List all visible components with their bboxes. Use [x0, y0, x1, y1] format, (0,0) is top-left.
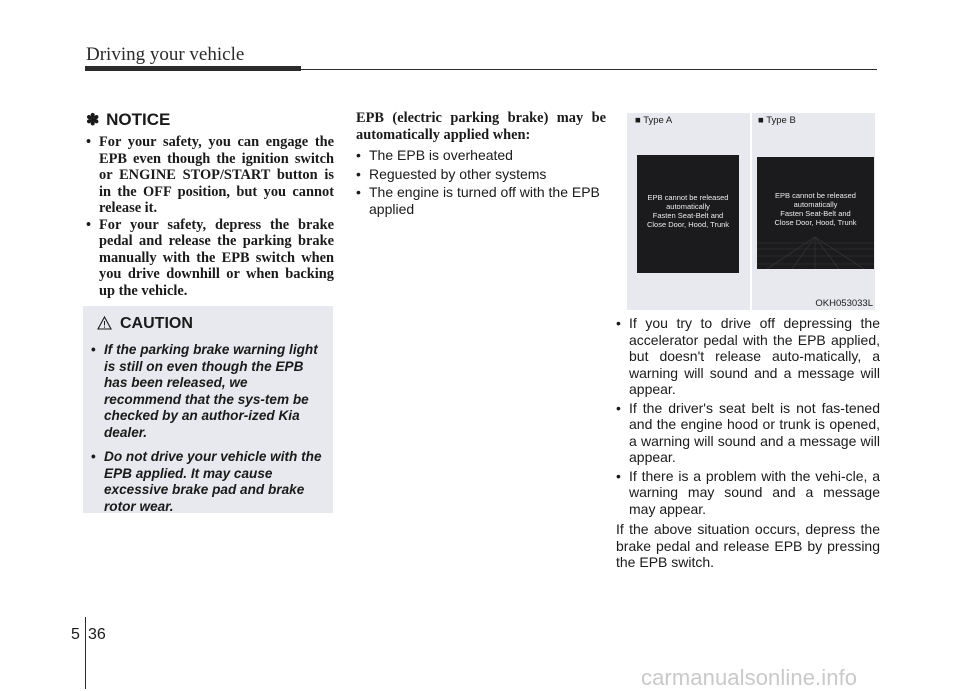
notice-symbol-icon: ✽ — [86, 112, 100, 129]
type-a-message: EPB cannot be released automatically Fasten Seat-Belt and Close Door, Hood, Trunk — [646, 193, 730, 229]
notice-item: • For your safety, you can engage the EPB even though the ignition switch or ENGINE STOP/START button is in the OFF position, but you cannot release it. — [86, 134, 334, 217]
caution-heading — [97, 315, 193, 333]
warning-conditions-list — [616, 315, 880, 517]
type-a-screen — [637, 155, 739, 273]
type-a-label: ■ Type A — [635, 115, 673, 126]
caution-heading-label: CAUTION — [120, 315, 193, 332]
type-b-message: EPB cannot be released automatically Fasten Seat-Belt and Close Door, Hood, Trunk — [774, 191, 857, 227]
caution-list — [91, 342, 323, 523]
notice-heading — [86, 110, 334, 130]
caution-box — [83, 306, 333, 513]
warning-condition-item: • If the driver's seat belt is not fas-tened and the engine hood or trunk is opened, a warning will sound and a message will appear. — [616, 400, 880, 466]
warning-conditions-section — [616, 315, 880, 571]
warning-condition-item: • If you try to drive off depressing the accelerator pedal with the EPB applied, but doesn't release auto-matically, a warning will sound and a message will appear. — [616, 315, 880, 398]
warning-triangle-icon — [97, 316, 112, 330]
page-number: 36 — [88, 626, 106, 643]
type-b-label: ■ Type B — [758, 115, 796, 126]
auto-apply-intro: EPB (electric parking brake) may be automatically applied when: — [356, 110, 606, 143]
notice-item: • For your safety, depress the brake pedal and release the parking brake manually with the EPB switch when you drive downhill or when backing up the vehicle. — [86, 217, 334, 300]
type-a-panel — [627, 113, 750, 310]
footer-divider — [85, 617, 86, 689]
notice-list — [86, 134, 334, 299]
type-b-panel — [752, 113, 875, 310]
notice-section — [86, 110, 334, 299]
header-rule-thin — [301, 69, 877, 70]
watermark: carmanualsonline.info — [641, 665, 858, 690]
chapter-number: 5 — [71, 626, 80, 643]
notice-heading-label: NOTICE — [106, 110, 171, 129]
auto-apply-item: • The engine is turned off with the EPB applied — [356, 184, 606, 217]
closing-paragraph: If the above situation occurs, depress the brake pedal and release EPB by pressing the EPB switch. — [616, 521, 880, 570]
cluster-message-figure — [627, 113, 875, 310]
warning-condition-item: • If there is a problem with the vehi-cle, a warning may sound and a message may appear. — [616, 468, 880, 518]
figure-code: OKH053033L — [815, 298, 873, 309]
caution-item: • Do not drive your vehicle with the EPB applied. It may cause excessive brake pad and brake rotor wear. — [91, 449, 323, 515]
type-b-screen — [757, 157, 874, 269]
header-rule-thick — [85, 66, 301, 71]
section-title: Driving your vehicle — [86, 44, 245, 65]
auto-apply-item: • The EPB is overheated — [356, 147, 606, 164]
auto-apply-list — [356, 147, 606, 217]
caution-item: • If the parking brake warning light is still on even though the EPB has been released, we recommend that the sys-tem be checked by an author-ized Kia dealer. — [91, 342, 323, 441]
auto-apply-item: • Reguested by other systems — [356, 166, 606, 183]
auto-apply-section — [356, 110, 606, 219]
